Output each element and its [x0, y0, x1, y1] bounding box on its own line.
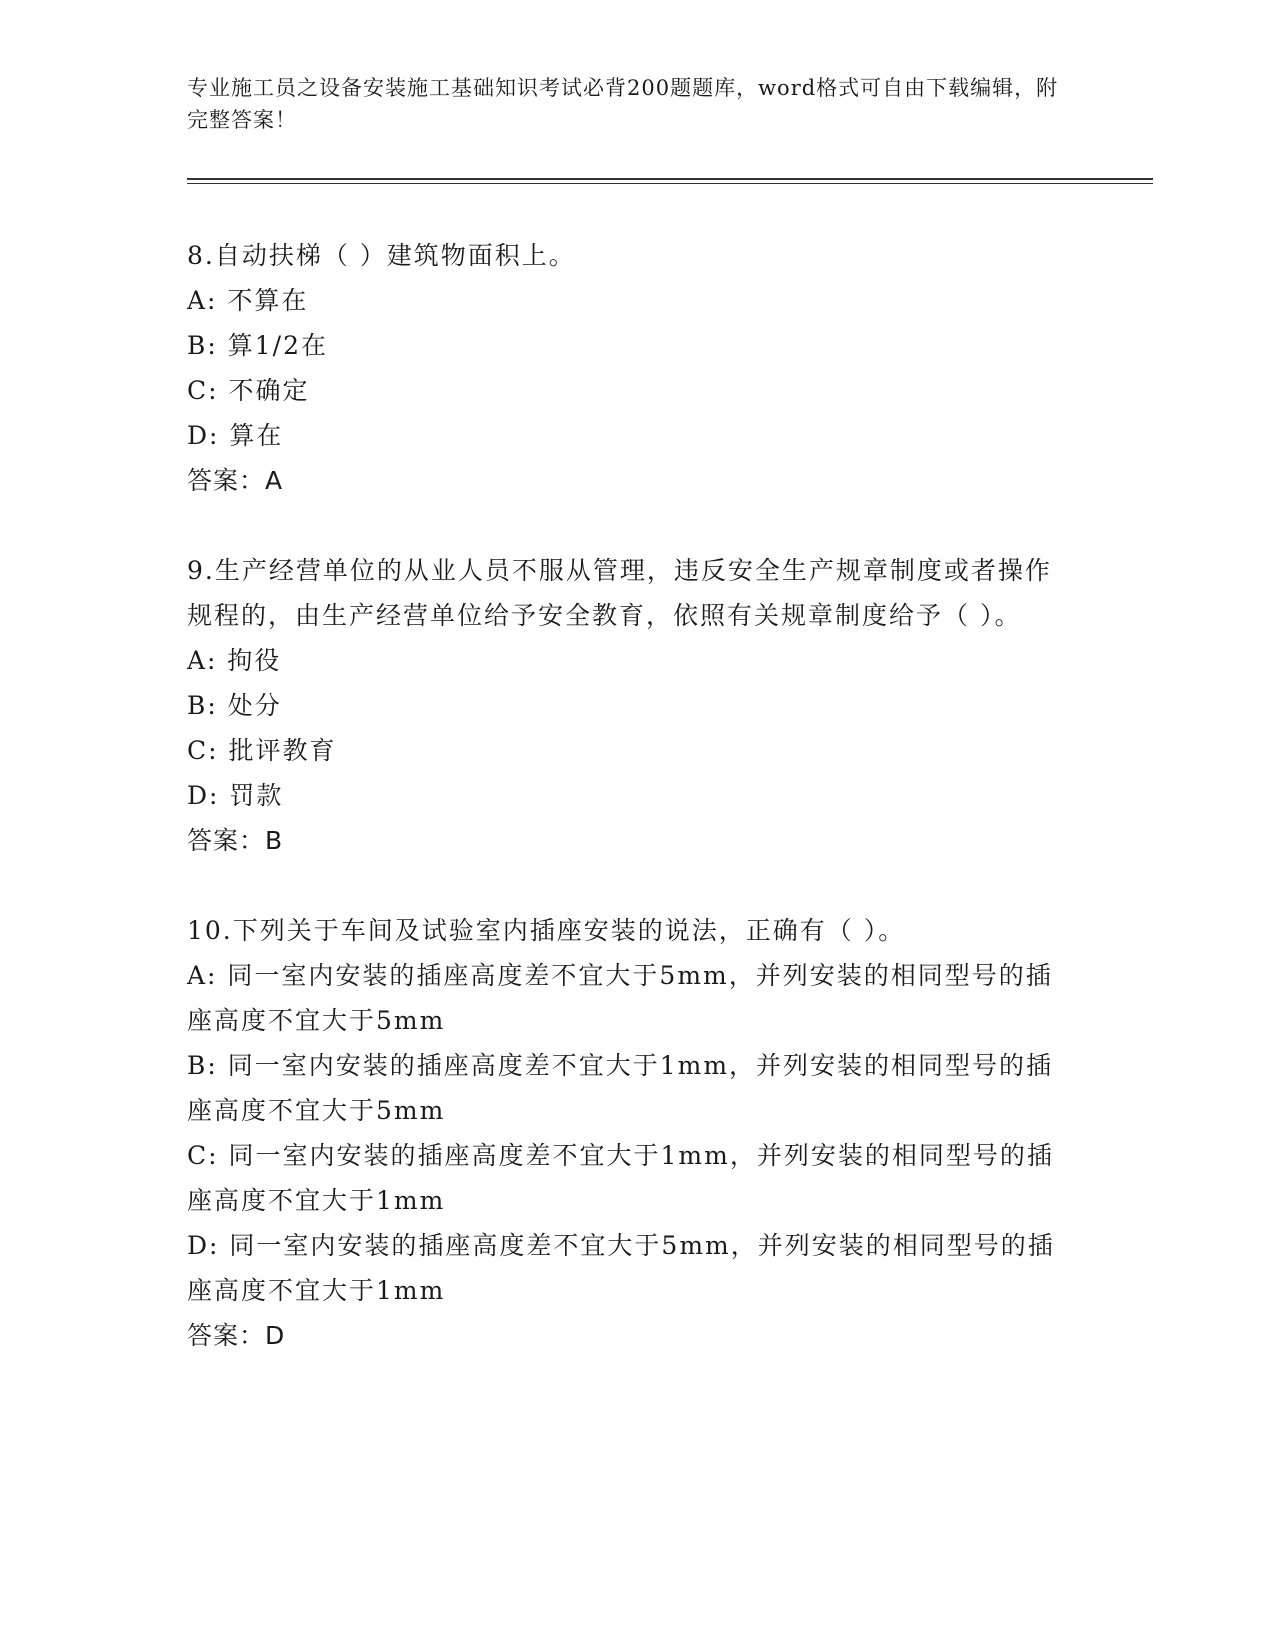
option-d: D: 算在 [187, 421, 284, 450]
option-c: C: 不确定 [187, 376, 310, 405]
option-d: D: 罚款 [187, 781, 284, 810]
option-b: B: 算1/2在 [187, 331, 328, 360]
question-stem: 9.生产经营单位的从业人员不服从管理，违反安全生产规章制度或者操作规程的，由生产经营单位给予安全教育，依照有关规章制度给予（ ）。 [187, 556, 1052, 630]
header-divider-thin [187, 183, 1153, 184]
document-header: 专业施工员之设备安装施工基础知识考试必背200题题库，word格式可自由下载编辑，附完整答案！ [187, 76, 1059, 132]
question-9 [187, 548, 1067, 863]
answer: 答案：D [187, 1321, 286, 1350]
option-c: C: 批评教育 [187, 736, 337, 765]
option-c: C: 同一室内安装的插座高度差不宜大于1mm，并列安装的相同型号的插座高度不宜大于1mm [187, 1141, 1054, 1215]
option-d: D: 同一室内安装的插座高度差不宜大于5mm，并列安装的相同型号的插座高度不宜大于1mm [187, 1231, 1055, 1305]
option-a: A: 拘役 [187, 646, 282, 675]
answer: 答案：A [187, 466, 284, 495]
question-10 [187, 908, 1067, 1358]
question-stem: 10.下列关于车间及试验室内插座安装的说法，正确有（ ）。 [187, 916, 906, 945]
question-list [187, 233, 1067, 1403]
question-stem: 8.自动扶梯（ ）建筑物面积上。 [187, 241, 576, 270]
answer: 答案：B [187, 826, 284, 855]
question-8 [187, 233, 1067, 503]
option-b: B: 处分 [187, 691, 282, 720]
option-a: A: 不算在 [187, 286, 309, 315]
header-divider [187, 178, 1153, 180]
option-b: B: 同一室内安装的插座高度差不宜大于1mm，并列安装的相同型号的插座高度不宜大于5mm [187, 1051, 1054, 1125]
option-a: A: 同一室内安装的插座高度差不宜大于5mm，并列安装的相同型号的插座高度不宜大于5mm [187, 961, 1053, 1035]
